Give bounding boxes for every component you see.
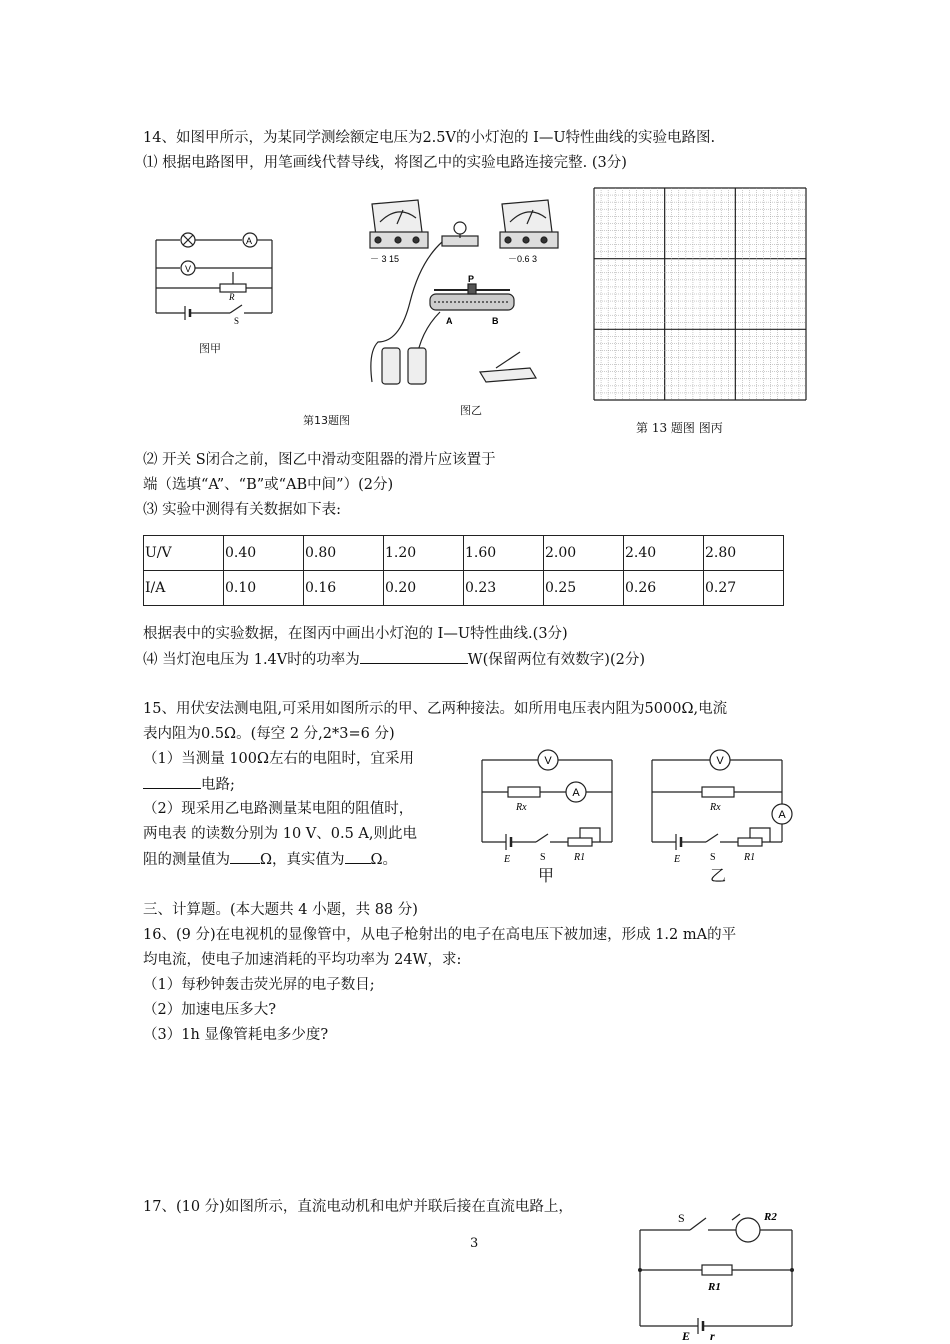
- table-cell: I/A: [144, 571, 224, 606]
- left-meter-ticks: － 3 15: [370, 254, 400, 264]
- q15-line2: 表内阻为0.5Ω。(每空 2 分,2*3=6 分): [143, 726, 395, 742]
- q15-yi-v: V: [716, 755, 724, 767]
- q16-sub1: （1）每秒钟轰击荧光屏的电子数目;: [143, 977, 375, 993]
- q15-yi-s: S: [710, 852, 716, 863]
- graph-grid-bing: [594, 188, 806, 400]
- q15-sub1-b: 电路;: [201, 777, 235, 793]
- page-number: 3: [470, 1236, 479, 1251]
- q15-jia-s: S: [540, 852, 546, 863]
- table-cell: 2.40: [624, 536, 704, 571]
- q14-part3: ⑶ 实验中测得有关数据如下表:: [143, 502, 341, 518]
- table-cell: 0.23: [464, 571, 544, 606]
- fig-yi-caption: 图乙: [460, 404, 482, 417]
- table-cell: 0.25: [544, 571, 624, 606]
- q17-e: E: [682, 1329, 691, 1343]
- table-cell: 0.10: [224, 571, 304, 606]
- q15-sub1-b-wrap: [143, 774, 235, 795]
- q15-yi-r1: R1: [744, 852, 756, 863]
- right-meter-ticks: －0.6 3: [508, 254, 538, 264]
- answer-blank[interactable]: [143, 774, 201, 789]
- q14-part3-after: 根据表中的实验数据，在图丙中画出小灯泡的 I—U特性曲线.(3分): [143, 626, 568, 642]
- q15-cap-yi: 乙: [710, 866, 727, 885]
- answer-blank[interactable]: [360, 649, 468, 664]
- table-cell: 0.40: [224, 536, 304, 571]
- q15-sub2-a: （2）现采用乙电路测量某电阻的阻值时，: [143, 801, 414, 817]
- q15-line1: 15、用伏安法测电阻,可采用如图所示的甲、乙两种接法。如所用电压表内阻为5000Ω,电流: [143, 701, 728, 717]
- q14-part1: ⑴ 根据电路图甲，用笔画线代替导线，将图乙中的实验电路连接完整. (3分): [143, 155, 627, 171]
- q16-sub3: （3）1h 显像管耗电多少度?: [143, 1027, 329, 1043]
- table-cell: 0.80: [304, 536, 384, 571]
- q14-part4-b: W(保留两位有效数字)(2分): [467, 652, 646, 668]
- q14-stem: 14、如图甲所示，为某同学测绘额定电压为2.5V的小灯泡的 I—U特性曲线的实验电路图.: [143, 130, 716, 146]
- table-cell: 2.80: [704, 536, 784, 571]
- q17-s: S: [678, 1211, 685, 1225]
- apparatus-yi: [360, 192, 560, 392]
- table-cell: 0.16: [304, 571, 384, 606]
- q14-part4: [143, 649, 645, 670]
- rheostat-b: B: [492, 316, 499, 326]
- q15-sub2-c3: Ω。: [370, 852, 398, 868]
- jia-r-label: R: [229, 292, 235, 302]
- q15-yi-e: E: [674, 854, 681, 865]
- table-cell: 0.26: [624, 571, 704, 606]
- fig13-caption: 第13题图: [303, 414, 350, 427]
- q15-jia-r1: R1: [574, 852, 586, 863]
- q17-line1: 17、(10 分)如图所示，直流电动机和电炉并联后接在直流电路上，: [143, 1199, 573, 1215]
- q15-sub2-b: 两电表 的读数分别为 10 V、0.5 A,则此电: [143, 826, 417, 842]
- jia-ammeter-label: A: [245, 236, 253, 246]
- table-row-voltage: [144, 536, 784, 571]
- circuit-q15-yi: [648, 748, 798, 865]
- q14-part2-line2: 端（选填“A”、“B”或“AB中间”）(2分): [143, 477, 394, 493]
- q14-part2-line1: ⑵ 开关 S闭合之前，图乙中滑动变阻器的滑片应该置于: [143, 452, 496, 468]
- section3-heading: 三、计算题。(本大题共 4 小题，共 88 分): [143, 902, 418, 918]
- q16-sub2: （2）加速电压多大?: [143, 1002, 276, 1018]
- answer-blank[interactable]: [230, 849, 260, 864]
- circuit-q17: [636, 1206, 796, 1341]
- jia-voltmeter-label: V: [184, 264, 192, 274]
- q15-jia-e: E: [504, 854, 511, 865]
- table-cell: 1.20: [384, 536, 464, 571]
- table-cell: 0.20: [384, 571, 464, 606]
- circuit-jia: [150, 228, 280, 328]
- q14-part4-a: ⑷ 当灯泡电压为 1.4V时的功率为: [143, 652, 360, 668]
- table-cell: U/V: [144, 536, 224, 571]
- q15-sub2-c1: 阻的测量值为: [143, 852, 230, 868]
- table-row-current: [144, 571, 784, 606]
- q15-yi-rx: Rx: [710, 802, 721, 813]
- rheostat-a: A: [446, 316, 453, 326]
- q15-sub2-c: [143, 849, 397, 870]
- q15-yi-a: A: [778, 809, 786, 821]
- answer-blank[interactable]: [345, 849, 371, 864]
- jia-s-label: S: [234, 316, 240, 326]
- q15-sub1-a: （1）当测量 100Ω左右的电阻时，宜采用: [143, 751, 415, 767]
- table-cell: 1.60: [464, 536, 544, 571]
- q17-r: r: [710, 1329, 715, 1343]
- q15-cap-jia: 甲: [538, 866, 555, 885]
- fig-bing-caption: 第 13 题图 图丙: [636, 421, 723, 435]
- q15-jia-rx: Rx: [516, 802, 527, 813]
- circuit-q15-jia: [478, 748, 618, 865]
- q15-jia-a: A: [572, 787, 580, 799]
- q15-sub2-c2: Ω，真实值为: [260, 852, 345, 868]
- q17-r2: R2: [764, 1211, 777, 1223]
- q16-line2: 均电流，使电子加速消耗的平均功率为 24W，求:: [143, 952, 462, 968]
- q17-r1: R1: [708, 1281, 721, 1293]
- fig-jia-caption: 图甲: [199, 342, 221, 355]
- table-cell: 2.00: [544, 536, 624, 571]
- q16-line1: 16、(9 分)在电视机的显像管中，从电子枪射出的电子在高电压下被加速，形成 1.2 mA的平: [143, 927, 737, 943]
- data-table: [143, 535, 784, 606]
- rheostat-p: P: [468, 274, 475, 284]
- table-cell: 0.27: [704, 571, 784, 606]
- q15-jia-v: V: [544, 755, 552, 767]
